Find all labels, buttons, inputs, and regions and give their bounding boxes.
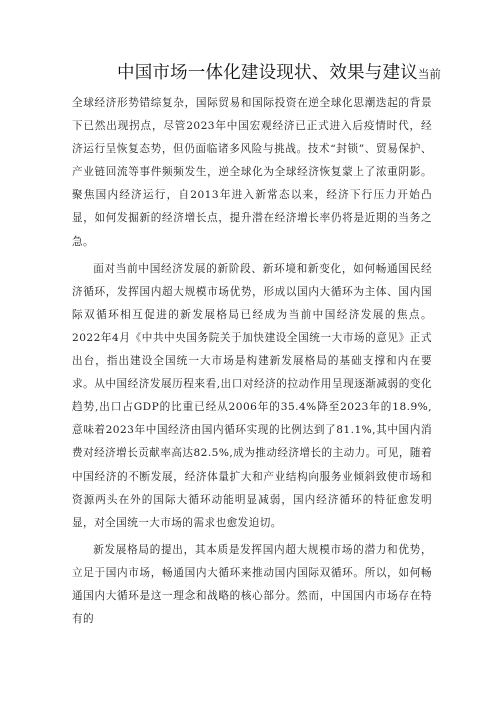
title-line — [72, 56, 441, 92]
paragraph-3: 新发展格局的提出，其本质是发挥国内超大规模市场的潜力和优势，立足于国内市场，畅通国内大循环来推动国内国际双循环。所以，如何畅通国内大循环是这一理念和战略的核心部分。然而，中国国内市场存在特有的 — [72, 543, 432, 626]
document-title: 中国市场一体化建设现状、效果与建议 — [117, 63, 418, 83]
paragraph-2: 面对当前中国经济发展的新阶段、新环境和新变化，如何畅通国民经济循环，发挥国内超大规模市场优势，形成以国内大循环为主体、国内国际双循环相互促进的新发展格局已经成为当前中国经济发展的焦点。2022年4月《中共中央国务院关于加快建设全国统一大市场的意见》正式出台，指出建设全国统一大市场是构建新发展格局的基础支撑和内在要求。从中国经济发展历程来看,出口对经济的拉动作用呈现逐渐减弱的变化趋势,出口占GDP的比重已经从2006年的35.4%降至2023年的18.9%,意味着2023年中国经济由国内循环实现的比例达到了81.1%,其中国内消费对经济增长贡献率高达82.5%,成为推动经济增长的主动力。可见，随着中国经济的不断发展，经济体量扩大和产业结构向服务业倾斜致使市场和资源两头在外的国际大循环动能明显减弱，国内经济循环的特征愈发明显，对全国统一大市场的需求也愈发迫切。 — [72, 262, 432, 529]
paragraph-1: 全球经济形势错综复杂，国际贸易和国际投资在逆全球化思潮迭起的背景下已然出现拐点，尽管2023年中国宏观经济已正式进入后疫情时代，经济运行呈恢复态势，但仍面临诸多风险与挑战。技术“封锁”、贸易保护、产业链回流等事件频频发生，逆全球化为全球经济恢复蒙上了浓重阴影。聚焦国内经济运行，自2013年进入新常态以来，经济下行压力开始凸显，如何发掘新的经济增长点，提升潜在经济增长率仍将是近期的当务之急。 — [72, 97, 432, 248]
title-trailing-text: 当前 — [417, 67, 441, 81]
